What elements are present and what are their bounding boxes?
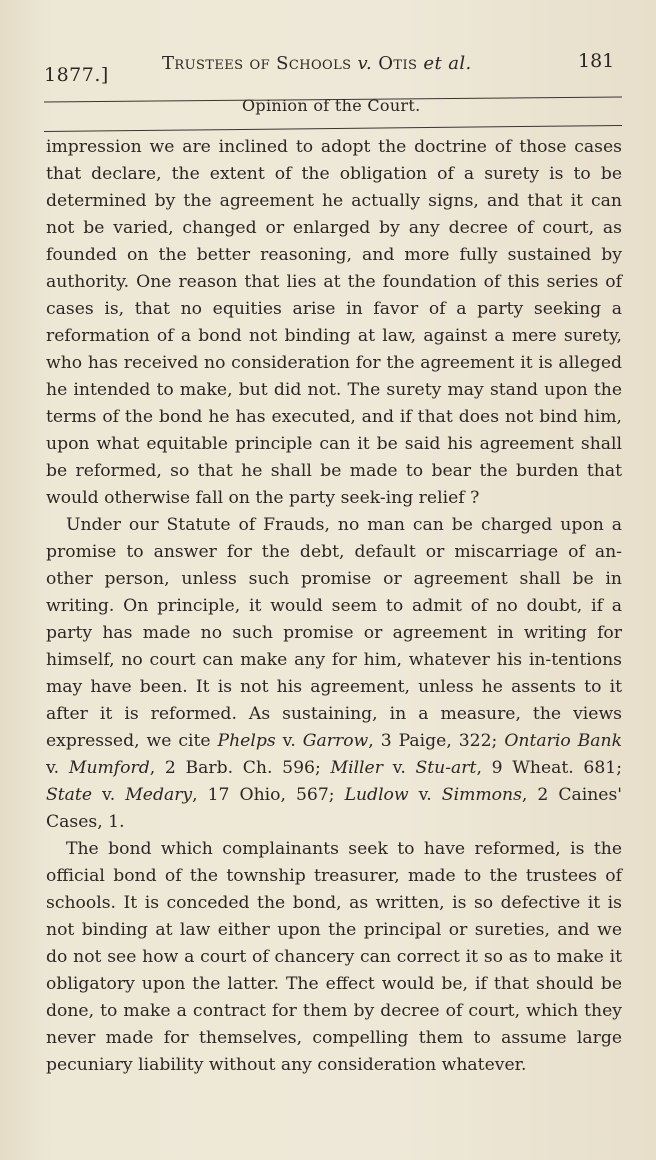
citation-1 xyxy=(218,731,498,751)
citation-1-party-b: Garrow xyxy=(302,731,369,751)
citation-2-reporter: , 2 Barb. Ch. 596; xyxy=(149,758,321,778)
citation-1-reporter: , 3 Paige, 322; xyxy=(368,731,498,751)
citation-3-v: v. xyxy=(392,758,406,778)
citation-4 xyxy=(46,785,335,805)
paragraph-1: impression we are inclined to adopt the doctrine of those cases that declare, the extent of the obligation of a surety is to be determined by the agreement he actually signs, and that it can not be varied, changed or enlarged by any decree of court, as founded on the better reasoning, and more fully sustained by authority. One reason that lies at the foundation of this series of cases is, that no equities arise in favor of a party seeking a reformation of a bond not binding at law, against a mere surety, who has received no consideration for the agreement it is alleged he intended to make, but did not. The surety may stand upon the terms of the bond he has executed, and if that does not bind him, upon what equitable principle can it be said his agreement shall be reformed, so that he shall be made to bear the burden that would otherwise fall on the party seek-ing relief ? xyxy=(46,137,622,508)
paragraph-2-text: Under our Statute of Frauds, no man can be charged upon a promise to answer for the debt, default or miscarriage of an-other person, unless such promise or agreement shall be in writing. On principle, it would seem to admit of no doubt, if a party has made no such promise or agreement in writing for himself, no court can make any for him, whatever his in-tentions may have been. It is not his agreement, unless he assents to it after it is reformed. As sustaining, in a measure, the views expressed, we cite xyxy=(46,515,622,751)
citation-3-reporter: , 9 Wheat. 681; xyxy=(476,758,623,778)
citation-5-party-a: Ludlow xyxy=(344,785,409,805)
paragraph-2 xyxy=(46,512,622,836)
citation-5-reporter: , 2 Caines' Cases, 1. xyxy=(46,785,623,832)
running-title-etal: et al. xyxy=(423,53,472,74)
running-title-prefix: Trustees of Schools xyxy=(162,53,352,74)
citation-5-party-b: Simmons xyxy=(441,785,522,805)
citation-3-party-b: Stu-art xyxy=(415,758,477,778)
citation-1-party-a: Phelps xyxy=(217,731,276,751)
citation-4-party-b: Medary xyxy=(125,785,193,805)
page-header xyxy=(0,0,656,140)
opinion-body xyxy=(46,134,622,1144)
running-title-party: Otis xyxy=(378,53,418,74)
section-rule xyxy=(44,125,622,132)
running-title-v: v. xyxy=(357,53,373,74)
citation-4-v: v. xyxy=(102,785,116,805)
citation-1-v: v. xyxy=(282,731,296,751)
citation-5-v: v. xyxy=(418,785,432,805)
citation-4-reporter: , 17 Ohio, 567; xyxy=(192,785,335,805)
running-title xyxy=(162,53,472,74)
citation-2-party-b: Mumford xyxy=(68,758,150,778)
citation-4-party-a: State xyxy=(46,785,93,805)
section-heading: Opinion of the Court. xyxy=(242,96,421,115)
citation-2-v: v. xyxy=(46,758,60,778)
paragraph-3: The bond which complainants seek to have reformed, is the official bond of the township treasurer, made to the trustees of schools. It is conceded the bond, as written, is so defective it is not binding at law either upon the principal or sureties, and we do not see how a court of chancery can correct it so as to make it obligatory upon the latter. The effect would be, if that should be done, to make a contract for them by decree of court, which they never made for themselves, compelling them to assume large pecuniary liability without any consideration whatever. xyxy=(46,839,622,1075)
citation-3-party-a: Miller xyxy=(330,758,383,778)
page-number: 181 xyxy=(578,50,615,72)
citation-3 xyxy=(330,758,622,778)
citation-2-party-a: Ontario Bank xyxy=(504,731,623,751)
volume-year: 1877.] xyxy=(44,64,109,86)
